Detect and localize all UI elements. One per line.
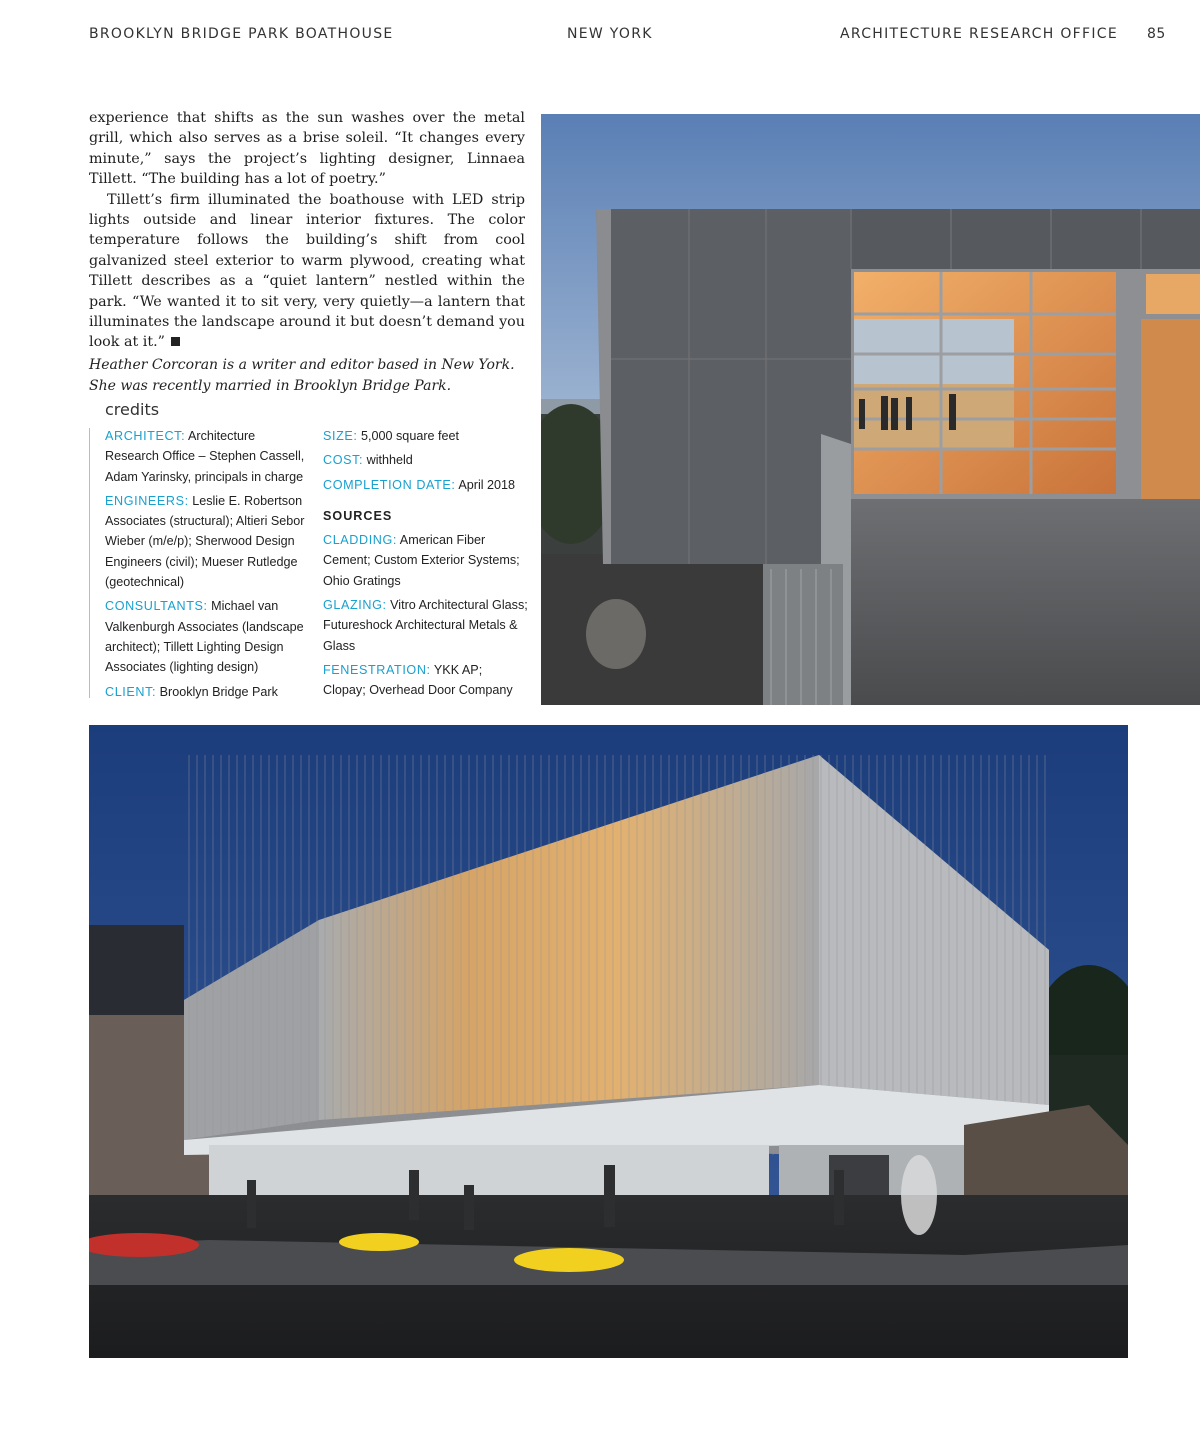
article-paragraph-end [89,190,525,353]
source-item [323,595,528,656]
credit-label: ENGINEERS: [105,493,189,508]
header-firm: ARCHITECTURE RESEARCH OFFICE [840,26,1118,42]
source-value: American Fiber Cement; Custom Exterior Systems; Ohio Gratings [323,533,520,588]
credit-label: COMPLETION DATE: [323,477,456,492]
source-item [323,530,528,591]
header-location: NEW YORK [567,26,653,42]
credit-item [105,596,310,677]
credit-value: Leslie E. Robertson Associates (structural); Altieri Sebor Wieber (m/e/p); Sherwood Design Engineers (civil); Mueser Rutledge (geotechnical) [105,493,305,590]
credits-column-left [105,426,310,706]
boathouse-night-exterior-photo [89,725,1128,1358]
article-body [89,108,525,353]
credit-value: Brooklyn Bridge Park [159,684,278,699]
credit-value: withheld [366,453,413,468]
credit-label: CONSULTANTS: [105,599,208,614]
running-header [0,26,1200,46]
boathouse-upper-level-photo [541,114,1200,705]
credit-item [105,491,310,592]
credit-item [105,426,310,487]
credit-item [323,450,528,470]
credit-item [323,426,528,446]
credit-value: Michael van Valkenburgh Associates (landscape architect); Tillett Lighting Design Associates (lighting design) [105,599,304,675]
credit-label: ARCHITECT: [105,429,186,443]
credit-value: Architecture Research Office – Stephen Cassell, Adam Yarinsky, principals in charge [105,429,305,484]
credit-value: 5,000 square feet [361,429,460,443]
article-paragraph-text: Tillett’s firm illuminated the boathouse with LED strip lights outside and linear interior fixtures. The color temperature follows the building’s shift from cool galvanized steel exterior to warm plywood, creating what Tillett describes as a “quiet lantern” nestled within the park. “We wanted it to sit very, very quietly—a lantern that illuminates the landscape around it but doesn’t demand you look at it.” [89,191,525,351]
article-paragraph: experience that shifts as the sun washes over the metal grill, which also serves as a brise soleil. “It changes every minute,” says the project’s lighting designer, Linnaea Tillett. “The building has a lot of poetry.” [89,110,525,188]
source-label: GLAZING: [323,598,387,613]
credits-rule [89,428,90,698]
credit-label: COST: [323,453,364,468]
credit-label: SIZE: [323,429,358,443]
credit-item [323,475,528,495]
source-label: CLADDING: [323,533,397,548]
source-label: FENESTRATION: [323,662,431,677]
page-number: 85 [1147,26,1166,42]
credit-value: April 2018 [458,477,516,492]
credit-item [105,682,310,702]
header-project-title: BROOKLYN BRIDGE PARK BOATHOUSE [89,26,394,42]
credits-title: credits [105,400,160,419]
end-mark-icon [171,337,180,346]
author-bio: Heather Corcoran is a writer and editor based in New York. She was recently married in Brooklyn Bridge Park. [89,357,515,394]
source-item [323,660,528,701]
credits-column-right [323,426,528,705]
source-value: YKK AP; Clopay; Overhead Door Company [323,662,513,698]
source-value: Vitro Architectural Glass; Futureshock Architectural Metals & Glass [323,598,528,653]
sources-heading: SOURCES [323,508,393,523]
credit-label: CLIENT: [105,684,157,699]
